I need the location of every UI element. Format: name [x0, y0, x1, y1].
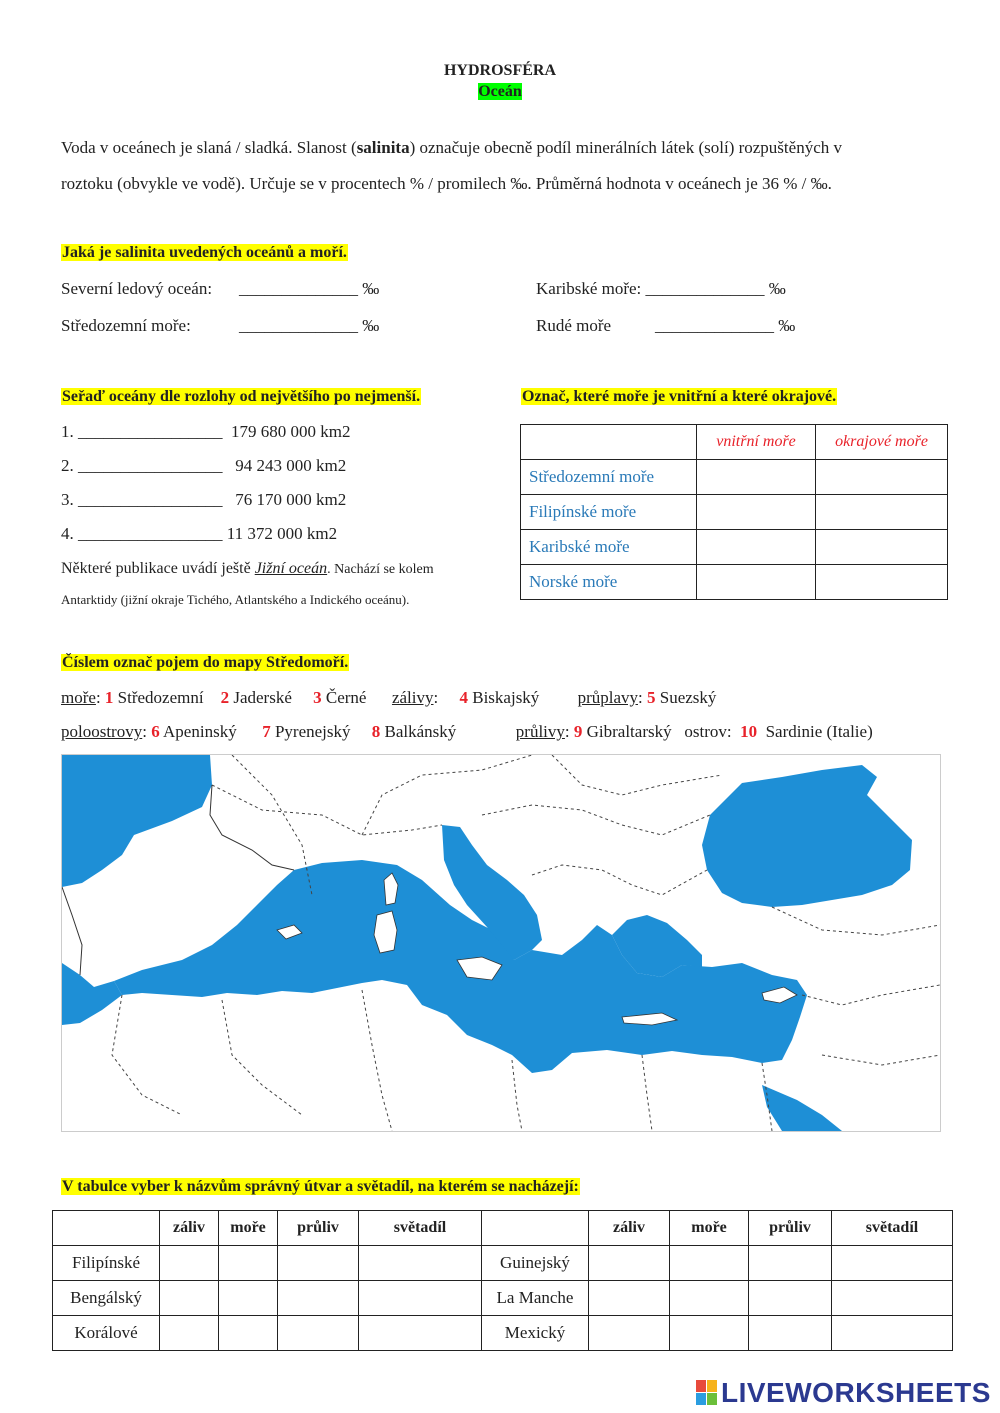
border-line — [512, 1060, 522, 1131]
col-continent: světadíl — [832, 1211, 953, 1246]
row-label: La Manche — [482, 1281, 589, 1316]
salinity-heading: Jaká je salinita uvedených oceánů a moří. — [62, 244, 347, 261]
salinity-red-sea: Rudé moře — [536, 316, 612, 335]
liveworksheets-logo — [696, 1378, 991, 1408]
answer-cell[interactable] — [219, 1281, 278, 1316]
col-inner-sea: vnitřní moře — [697, 425, 816, 460]
intro-line-1: Voda v oceánech je slaná / sladká. Slanost (salinita) označuje obecně podíl minerálních látek (solí) rozpuštěných v — [61, 138, 842, 157]
border-line — [642, 1055, 652, 1131]
sea-row-label: Filipínské moře — [521, 495, 697, 530]
border-line — [772, 907, 940, 935]
answer-cell[interactable] — [160, 1246, 219, 1281]
answer-cell[interactable] — [670, 1281, 749, 1316]
map-svg — [62, 755, 940, 1131]
answer-cell[interactable] — [816, 565, 948, 600]
row-label: Guinejský — [482, 1246, 589, 1281]
answer-cell[interactable] — [670, 1316, 749, 1351]
salinity-mediterranean[interactable]: Středozemní moře: — [61, 316, 191, 335]
col-strait: průliv — [749, 1211, 832, 1246]
features-table — [52, 1210, 953, 1351]
logo-text: LIVEWORKSHEETS — [721, 1377, 991, 1408]
answer-cell[interactable] — [697, 530, 816, 565]
ocean-rank-1[interactable]: 1. _________________ 179 680 000 km2 — [61, 422, 351, 441]
page-subtitle: Oceán — [478, 83, 522, 100]
salinity-red-sea-blank[interactable]: ______________ ‰ — [655, 316, 796, 335]
answer-cell[interactable] — [832, 1246, 953, 1281]
logo-icon — [696, 1380, 718, 1406]
seas-table — [520, 424, 948, 600]
atlantic-southwest — [62, 963, 122, 1025]
sea-row-label: Středozemní moře — [521, 460, 697, 495]
row-label: Filipínské — [53, 1246, 160, 1281]
answer-cell[interactable] — [160, 1281, 219, 1316]
border-line — [802, 985, 940, 1005]
answer-cell[interactable] — [359, 1281, 482, 1316]
oceans-heading: Seřaď oceány dle rozlohy od největšího po nejmenší. — [62, 388, 421, 405]
bottom-heading: V tabulce vyber k názvům správný útvar a světadíl, na kterém se nacházejí: — [62, 1178, 579, 1195]
answer-cell[interactable] — [749, 1281, 832, 1316]
sea-row-label: Karibské moře — [521, 530, 697, 565]
salinity-caribbean[interactable]: Karibské moře: ______________ ‰ — [536, 279, 786, 298]
answer-cell[interactable] — [589, 1246, 670, 1281]
border-line — [552, 755, 722, 795]
answer-cell[interactable] — [359, 1316, 482, 1351]
answer-cell[interactable] — [160, 1316, 219, 1351]
answer-cell[interactable] — [749, 1316, 832, 1351]
red-sea — [762, 1085, 842, 1131]
page-title: HYDROSFÉRA — [443, 62, 556, 79]
answer-cell[interactable] — [749, 1246, 832, 1281]
border-line — [362, 755, 532, 835]
black-sea — [702, 765, 912, 907]
answer-cell[interactable] — [278, 1316, 359, 1351]
sea-row-label: Norské moře — [521, 565, 697, 600]
answer-cell[interactable] — [816, 530, 948, 565]
ocean-rank-4[interactable]: 4. _________________ 11 372 000 km2 — [61, 524, 338, 543]
answer-cell[interactable] — [359, 1246, 482, 1281]
answer-cell[interactable] — [589, 1316, 670, 1351]
answer-cell[interactable] — [670, 1246, 749, 1281]
col-continent: světadíl — [359, 1211, 482, 1246]
map-terms-row-2: poloostrovy: 6 Apeninský 7 Pyrenejský 8 Balkánský průlivy: 9 Gibraltarský ostrov: 10 Sardinie (Italie) — [61, 722, 873, 741]
col-strait: průliv — [278, 1211, 359, 1246]
col-sea: moře — [219, 1211, 278, 1246]
coastline — [210, 785, 294, 870]
border-line — [822, 1055, 940, 1065]
answer-cell[interactable] — [816, 495, 948, 530]
coastline — [62, 887, 82, 975]
border-line — [362, 990, 392, 1131]
col-gulf: záliv — [160, 1211, 219, 1246]
salinity-arctic-blank[interactable]: ______________ ‰ — [239, 279, 380, 298]
answer-cell[interactable] — [589, 1281, 670, 1316]
answer-cell[interactable] — [697, 460, 816, 495]
col-sea: moře — [670, 1211, 749, 1246]
row-label: Mexický — [482, 1316, 589, 1351]
southern-ocean-note-2: Antarktidy (jižní okraje Tichého, Atlantského a Indického oceánu). — [61, 592, 410, 607]
answer-cell[interactable] — [697, 495, 816, 530]
mediterranean-map[interactable] — [61, 754, 941, 1132]
col-marginal-sea: okrajové moře — [816, 425, 948, 460]
answer-cell[interactable] — [278, 1281, 359, 1316]
salinity-mediterranean-blank[interactable]: ______________ ‰ — [239, 316, 380, 335]
border-line — [532, 865, 707, 895]
map-terms-row-1: moře: 1 Středozemní 2 Jaderské 3 Černé zálivy: 4 Biskajský průplavy: 5 Suezský — [61, 688, 717, 707]
row-label: Korálové — [53, 1316, 160, 1351]
salinity-arctic[interactable]: Severní ledový oceán: — [61, 279, 213, 298]
atlantic-ocean — [62, 755, 212, 887]
seas-heading: Označ, které moře je vnitřní a které okrajové. — [522, 388, 837, 405]
row-label: Bengálský — [53, 1281, 160, 1316]
ocean-rank-2[interactable]: 2. _________________ 94 243 000 km2 — [61, 456, 347, 475]
answer-cell[interactable] — [697, 565, 816, 600]
border-line — [222, 1000, 302, 1115]
map-heading: Číslem označ pojem do mapy Středomoří. — [62, 654, 349, 671]
answer-cell[interactable] — [278, 1246, 359, 1281]
intro-line-2: roztoku (obvykle ve vodě). Určuje se v procentech % / promilech ‰. Průměrná hodnota v oceánech je 36 % / ‰. — [61, 174, 832, 193]
border-line — [482, 805, 710, 835]
answer-cell[interactable] — [219, 1316, 278, 1351]
answer-cell[interactable] — [832, 1316, 953, 1351]
answer-cell[interactable] — [832, 1281, 953, 1316]
southern-ocean-note: Některé publikace uvádí ještě Jižní oceán. Nachází se kolem — [61, 560, 434, 577]
answer-cell[interactable] — [219, 1246, 278, 1281]
col-gulf: záliv — [589, 1211, 670, 1246]
border-line — [112, 995, 182, 1115]
answer-cell[interactable] — [816, 460, 948, 495]
ocean-rank-3[interactable]: 3. _________________ 76 170 000 km2 — [61, 490, 347, 509]
border-line — [212, 785, 442, 835]
